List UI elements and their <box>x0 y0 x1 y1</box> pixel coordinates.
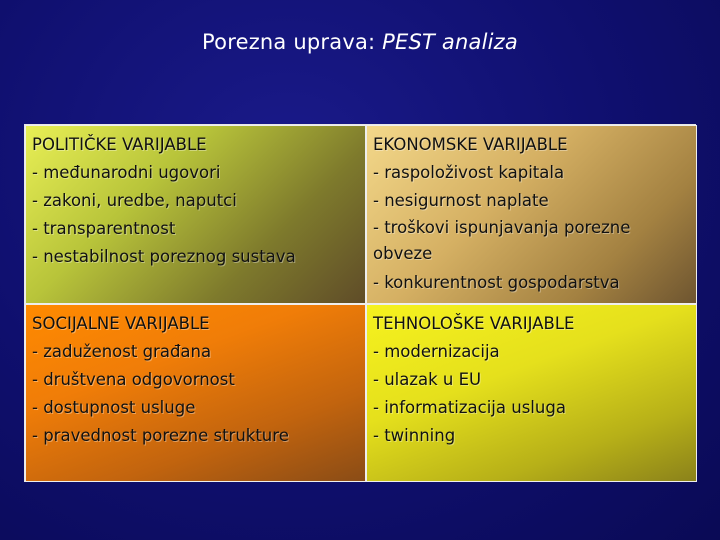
politicke-item: - zakoni, uredbe, naputci <box>32 191 237 210</box>
politicke-item: - transparentnost <box>32 219 176 238</box>
socijalne-item: - pravednost porezne strukture <box>32 426 289 445</box>
title-italic: PEST analiza <box>382 30 518 54</box>
cell-ekonomske <box>366 125 697 304</box>
ekonomske-heading: EKONOMSKE VARIJABLE <box>373 135 568 154</box>
tehnoloske-heading: TEHNOLOŠKE VARIJABLE <box>373 314 575 333</box>
politicke-heading: POLITIČKE VARIJABLE <box>32 135 207 154</box>
tehnoloske-item: - informatizacija usluga <box>373 398 566 417</box>
ekonomske-item: - troškovi ispunjavanja porezne obveze <box>373 218 631 263</box>
tehnoloske-item: - modernizacija <box>373 342 500 361</box>
ekonomske-item: - raspoloživost kapitala <box>373 163 565 182</box>
tehnoloske-item: - twinning <box>373 426 456 445</box>
ekonomske-item: - nesigurnost naplate <box>373 191 549 210</box>
tehnoloske-item: - ulazak u EU <box>373 370 482 389</box>
politicke-item: - nestabilnost poreznog sustava <box>32 247 296 266</box>
cell-politicke <box>25 125 366 304</box>
slide-title <box>0 30 720 54</box>
socijalne-heading: SOCIJALNE VARIJABLE <box>32 314 210 333</box>
socijalne-item: - dostupnost usluge <box>32 398 196 417</box>
cell-socijalne <box>25 304 366 482</box>
title-main: Porezna uprava: <box>202 30 383 54</box>
socijalne-item: - zaduženost građana <box>32 342 212 361</box>
socijalne-item: - društvena odgovornost <box>32 370 235 389</box>
pest-table <box>24 124 696 482</box>
politicke-item: - međunarodni ugovori <box>32 163 221 182</box>
cell-tehnoloske <box>366 304 697 482</box>
ekonomske-item: - konkurentnost gospodarstva <box>373 273 620 292</box>
